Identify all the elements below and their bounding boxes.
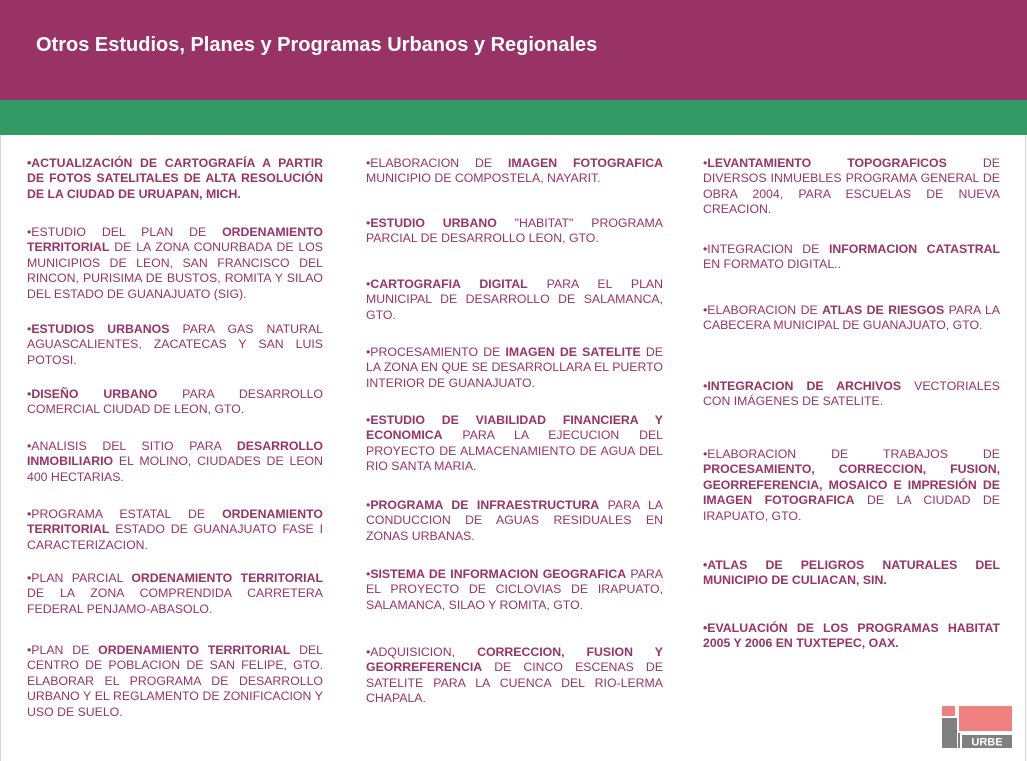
text-run: • <box>366 413 371 427</box>
bold-text-run: ATLAS DE RIESGOS <box>822 303 945 317</box>
text-run: PARA LA EJECUCION DEL PROYECTO DE ALMACENAMIENTO DE AGUA DEL RIO SANTA MARIA. <box>366 428 663 474</box>
list-item <box>703 621 1000 652</box>
text-run: • <box>366 277 371 291</box>
text-run: •INTEGRACION DE <box>703 242 829 256</box>
text-run: DE CINCO ESCENAS DE SATELITE PARA LA CUENCA DEL RIO-LERMA CHAPALA. <box>366 660 663 706</box>
list-item <box>366 413 663 475</box>
bold-text-run: PROCESAMIENTO, CORRECCION, FUSION, GEORREFERENCIA, MOSAICO E IMPRESIÓN DE IMAGEN FOTOGRAFICA <box>703 462 1000 508</box>
list-item <box>366 156 663 187</box>
list-item <box>366 498 663 544</box>
text-run: •ELABORACION DE <box>703 303 823 317</box>
list-item <box>703 558 1000 589</box>
bold-text-run: •EVALUACIÓN DE LOS PROGRAMAS HABITAT 2005 Y 2006 EN TUXTEPEC, OAX. <box>703 621 1000 651</box>
text-run: • <box>27 322 32 336</box>
text-run: • <box>366 216 371 230</box>
logo-text: URBE <box>971 736 1003 748</box>
list-item <box>27 156 323 202</box>
text-run: PARA DESARROLLO COMERCIAL CIUDAD DE LEON, GTO. <box>27 387 323 417</box>
text-run: DE LA ZONA CONURBADA DE LOS MUNICIPIOS DE LEON, SAN FRANCISCO DEL RINCON, PURISIMA DE BUSTOS, ROMITA Y SILAO DEL ESTADO DE GUANAJUATO (SIG). <box>27 240 323 301</box>
list-item <box>366 645 663 707</box>
text-run: • <box>703 156 708 170</box>
text-run: • <box>366 498 371 512</box>
list-item <box>703 379 1000 410</box>
list-item <box>366 567 663 613</box>
bold-text-run: •ACTUALIZACIÓN DE CARTOGRAFÍA A PARTIR DE FOTOS SATELITALES DE ALTA RESOLUCIÓN DE LA CIUDAD DE URUAPAN, MICH. <box>27 156 323 201</box>
text-run: • <box>366 567 371 581</box>
text-run: PARA LA CABECERA MUNICIPAL DE GUANAJUATO, GTO. <box>703 303 1000 333</box>
bold-text-run: CORRECCION, FUSION Y GEORREFERENCIA <box>366 645 663 675</box>
list-item <box>703 447 1000 524</box>
text-run: • <box>703 379 708 393</box>
list-item <box>27 439 323 485</box>
text-run: •PROCESAMIENTO DE <box>366 345 506 359</box>
bold-text-run: DISEÑO URBANO <box>31 387 158 401</box>
text-run: •ELABORACION DE TRABAJOS DE <box>703 447 1000 461</box>
text-run: •PLAN DE <box>27 643 99 657</box>
bold-text-run: LEVANTAMIENTO TOPOGRAFICOS <box>707 156 947 170</box>
text-run: EL MOLINO, CIUDADES DE LEON 400 HECTARIAS. <box>27 454 323 484</box>
bold-text-run: PROGRAMA DE INFRAESTRUCTURA <box>370 498 600 512</box>
text-run: DE LA ZONA COMPRENDIDA CARRETERA FEDERAL PENJAMO-ABASOLO. <box>27 586 323 616</box>
text-run: "HABITAT" PROGRAMA PARCIAL DE DESARROLLO LEON, GTO. <box>366 216 663 246</box>
list-item <box>27 322 323 368</box>
bold-text-run: ESTUDIOS URBANOS <box>31 322 170 336</box>
list-item <box>703 303 1000 334</box>
bold-text-run: DESARROLLO INMOBILIARIO <box>27 439 323 469</box>
bold-text-run: ORDENAMIENTO TERRITORIAL <box>27 225 323 255</box>
bold-text-run: ESTUDIO DE VIABILIDAD FINANCIERA Y ECONOMICA <box>366 413 663 443</box>
text-run: VECTORIALES CON IMÁGENES DE SATELITE. <box>703 379 1001 409</box>
bold-text-run: CARTOGRAFIA DIGITAL <box>370 277 528 291</box>
text-run: • <box>27 387 32 401</box>
text-run: •ADQUISICION, <box>366 645 478 659</box>
list-item <box>27 225 323 302</box>
text-run: •PROGRAMA ESTATAL DE <box>27 507 223 521</box>
bold-text-run: INFORMACION CATASTRAL <box>828 242 1000 256</box>
page-title: Otros Estudios, Planes y Programas Urbanos y Regionales <box>36 34 598 56</box>
bold-text-run: ORDENAMIENTO TERRITORIAL <box>27 507 323 537</box>
text-run: DE DIVERSOS INMUEBLES PROGRAMA GENERAL DE OBRA 2004, PARA ESCUELAS DE NUEVA CREACION. <box>703 156 1000 217</box>
text-run: ESTADO DE GUANAJUATO FASE I CARACTERIZACION. <box>27 522 323 552</box>
list-item <box>703 242 1000 273</box>
bold-text-run: ORDENAMIENTO TERRITORIAL <box>98 643 291 657</box>
text-run: PARA GAS NATURAL AGUASCALIENTES, ZACATECAS Y SAN LUIS POTOSI. <box>27 322 323 367</box>
bold-text-run: ORDENAMIENTO TERRITORIAL <box>131 571 323 585</box>
bold-text-run: INTEGRACION DE ARCHIVOS <box>707 379 902 393</box>
text-run: PARA LA CONDUCCION DE AGUAS RESIDUALES EN ZONAS URBANAS. <box>366 498 663 543</box>
text-run: DEL CENTRO DE POBLACION DE SAN FELIPE, GTO. ELABORAR EL PROGRAMA DE DESARROLLO URBANO Y EL REGLAMENTO DE ZONIFICACION Y USO DE SUELO. <box>27 643 323 719</box>
list-item <box>703 156 1000 218</box>
accent-band <box>0 100 1027 135</box>
list-item <box>366 277 663 323</box>
text-run: •ELABORACION DE <box>366 156 508 170</box>
urbe-logo <box>942 706 1012 748</box>
text-run: DE LA ZONA EN QUE SE DESARROLLARA EL PUERTO INTERIOR DE GUANAJUATO. <box>366 345 663 390</box>
list-item <box>27 643 323 720</box>
text-run: DE LA CIUDAD DE IRAPUATO, GTO. <box>703 493 1000 523</box>
bold-text-run: SISTEMA DE INFORMACION GEOGRAFICA <box>370 567 627 581</box>
bold-text-run: IMAGEN DE SATELITE <box>505 345 641 359</box>
list-item <box>366 216 663 247</box>
text-run: EN FORMATO DIGITAL.. <box>703 257 842 272</box>
list-item <box>366 345 663 391</box>
list-item <box>27 571 323 617</box>
text-run: •PLAN PARCIAL <box>27 571 132 585</box>
bold-text-run: •ATLAS DE PELIGROS NATURALES DEL MUNICIPIO DE CULIACAN, SIN. <box>703 558 1000 588</box>
text-run: •ANALISIS DEL SITIO PARA <box>27 439 237 453</box>
list-item <box>27 387 323 418</box>
bold-text-run: ESTUDIO URBANO <box>370 216 497 230</box>
text-run: MUNICIPIO DE COMPOSTELA, NAYARIT. <box>366 171 601 186</box>
bold-text-run: IMAGEN FOTOGRAFICA <box>507 156 663 170</box>
text-run: PARA EL PLAN MUNICIPAL DE DESARROLLO DE SALAMANCA, GTO. <box>366 277 664 322</box>
text-run: PARA EL PROYECTO DE CICLOVIAS DE IRAPUATO, SALAMANCA, SILAO Y ROMITA, GTO. <box>366 567 663 612</box>
list-item <box>27 507 323 553</box>
text-run: •ESTUDIO DEL PLAN DE <box>27 225 223 239</box>
